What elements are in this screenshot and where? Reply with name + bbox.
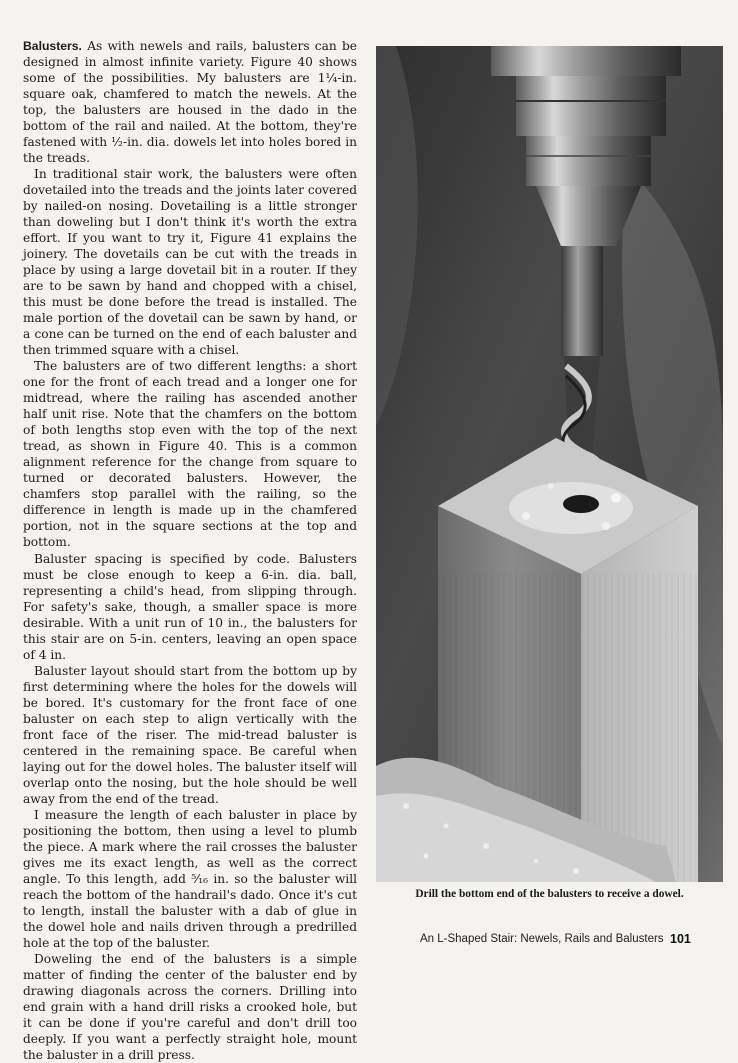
paragraph-doweling: Doweling the end of the balusters is a simple matter of finding the center of the baluster end by drawing diagonals across the corners. Drilling into end grain with a hand drill risks a crooked hole, but it can be done if you're careful and don't drill too deeply. If you want a perfectly straight hole, mount the baluster in a drill press.	[23, 951, 357, 1062]
paragraph-text: As with newels and rails, balusters can be designed in almost infinite variety. Figure 40 shows some of the possibilities. My balusters are 1¼-in. square oak, chamfered to match the newels. At the top, the balusters are housed in the dado in the bottom of the rail and nailed. At the bottom, they're fastened with ½-in. dia. dowels let into holes bored in the treads.	[23, 39, 358, 166]
page-number: 101	[670, 932, 691, 946]
paragraph-layout: Baluster layout should start from the bottom up by first determining where the holes for the dowels will be bored. It's customary for the front face of one baluster on each step to align vertically with the front face of the riser. The mid-tread baluster is centered in the remaining space. Be careful when laying out for the dowel holes. The baluster itself will overlap onto the nosing, but the hole should be well away from the end of the tread.	[23, 663, 357, 806]
running-footer: An L-Shaped Stair: Newels, Rails and Balusters	[420, 933, 664, 945]
runin-heading: Balusters.	[23, 39, 82, 53]
paragraph-lengths: The balusters are of two different lengths: a short one for the front of each tread and a longer one for midtread, where the railing has ascended another half unit rise. Note that the chamfers on the bottom of both lengths stop even with the top of the next tread, as shown in Figure 40. This is a common alignment reference for the change from square to turned or decorated balusters. However, the chamfers stop parallel with the railing, so the difference in length is made up in the chamfered portion, not in the square sections at the top and bottom.	[23, 359, 357, 550]
paragraph-balusters	[23, 38, 357, 166]
paragraph-measuring: I measure the length of each baluster in place by positioning the bottom, then using a level to plumb the piece. A mark where the rail crosses the baluster gives me its exact length, as well as the correct angle. To this length, add ⁵⁄₁₆ in. so the baluster will reach the bottom of the handrail's dado. Once it's cut to length, install the baluster with a dab of glue in the dowel hole and nails driven through a predrilled hole at the top of the baluster.	[23, 807, 357, 950]
drill-press-photo	[376, 46, 723, 882]
figure-caption: Drill the bottom end of the balusters to receive a dowel.	[415, 888, 684, 900]
article-body	[23, 38, 357, 1063]
paragraph-dovetail: In traditional stair work, the balusters were often dovetailed into the treads and the joints later covered by nailed-on nosing. Dovetailing is a little stronger than doweling but I don't think it's worth the extra effort. If you want to try it, Figure 41 explains the joinery. The dovetails can be cut with the treads in place by using a large dovetail bit in a router. If they are to be sawn by hand and chopped with a chisel, this must be done before the tread is installed. The male portion of the dovetail can be sawn by hand, or a cone can be turned on the end of each baluster and then trimmed square with a chisel.	[23, 167, 357, 358]
paragraph-spacing: Baluster spacing is specified by code. Balusters must be close enough to keep a 6-in. dia. ball, representing a child's head, from slipping through. For safety's sake, though, a smaller space is more desirable. With a unit run of 10 in., the balusters for this stair are on 5-in. centers, leaving an open space of 4 in.	[23, 551, 357, 662]
